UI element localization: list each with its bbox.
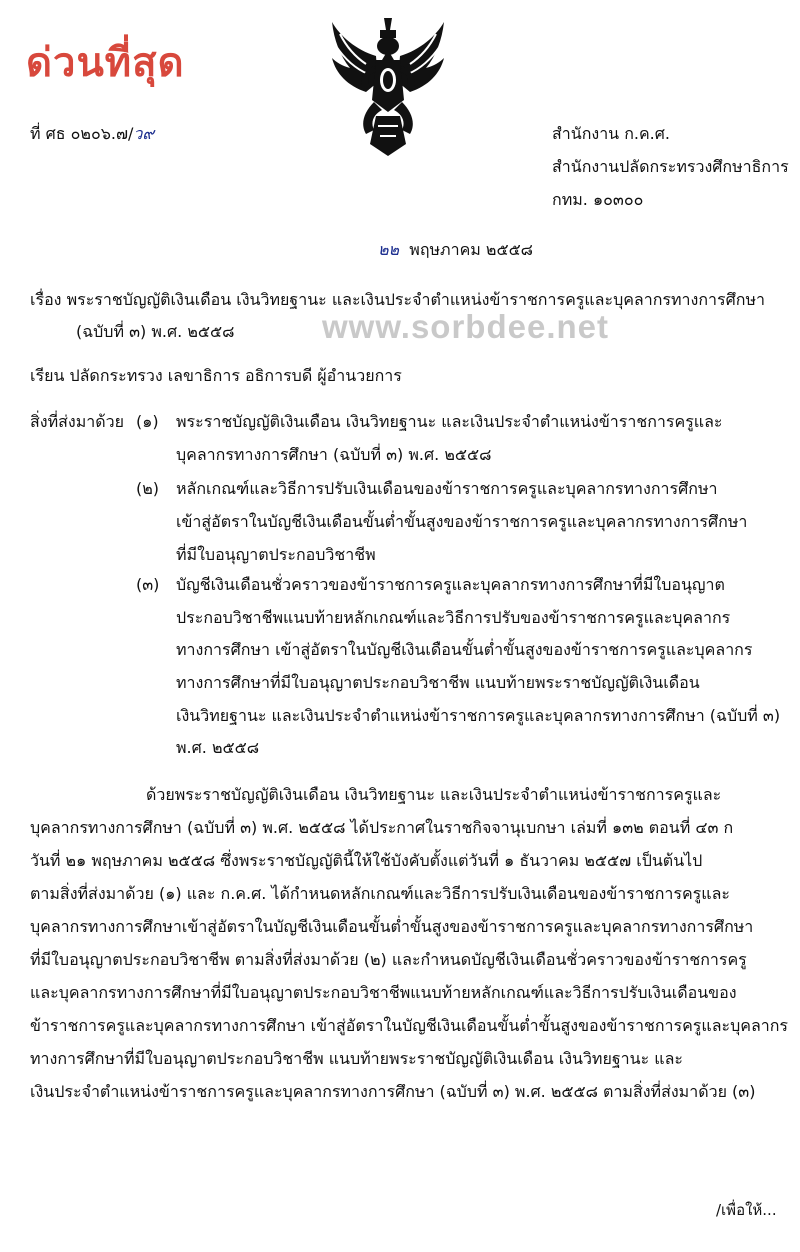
enclosure-1-line-2: บุคลากรทางการศึกษา (ฉบับที่ ๓) พ.ศ. ๒๕๕๘: [176, 445, 492, 464]
subject-line-1: เรื่อง พระราชบัญญัติเงินเดือน เงินวิทยฐานะ และเงินประจำตำแหน่งข้าราชการครูและบุคลากรทางการศึกษา: [30, 290, 765, 309]
subject-line-2: (ฉบับที่ ๓) พ.ศ. ๒๕๕๘: [76, 322, 235, 341]
enclosure-1-number: (๑): [136, 412, 159, 431]
garuda-emblem-icon: [326, 16, 450, 158]
enclosure-3-line-6: พ.ศ. ๒๕๕๘: [176, 738, 260, 757]
recipient: เรียน ปลัดกระทรวง เลขาธิการ อธิการบดี ผู้อำนวยการ: [30, 366, 402, 385]
enclosure-3-line-3: ทางการศึกษา เข้าสู่อัตราในบัญชีเงินเดือนขั้นต่ำขั้นสูงของข้าราชการครูและบุคลากร: [176, 640, 753, 659]
enclosure-3-number: (๓): [136, 575, 160, 594]
date-day-handwritten: ๒๒: [378, 240, 400, 259]
watermark: www.sorbdee.net: [322, 308, 609, 345]
body-line-8: ข้าราชการครูและบุคลากรทางการศึกษา เข้าสู่อัตราในบัญชีเงินเดือนขั้นต่ำขั้นสูงของข้าราชการครูและบุคลากร: [30, 1016, 789, 1035]
enclosure-3-line-2: ประกอบวิชาชีพแนบท้ายหลักเกณฑ์และวิธีการปรับของข้าราชการครูและบุคลากร: [176, 608, 731, 627]
enclosure-3-line-4: ทางการศึกษาที่มีใบอนุญาตประกอบวิชาชีพ แนบท้ายพระราชบัญญัติเงินเดือน: [176, 673, 700, 692]
enclosure-2-number: (๒): [136, 479, 160, 498]
enclosure-3-line-1: บัญชีเงินเดือนชั่วคราวของข้าราชการครูและบุคลากรทางการศึกษาที่มีใบอนุญาต: [176, 575, 725, 594]
enclosure-2-line-3: ที่มีใบอนุญาตประกอบวิชาชีพ: [176, 545, 376, 564]
document-number: [30, 122, 154, 147]
enclosure-2-line-1: หลักเกณฑ์และวิธีการปรับเงินเดือนของข้าราชการครูและบุคลากรทางการศึกษา: [176, 479, 718, 498]
continuation-mark: /เพื่อให้...: [716, 1201, 777, 1219]
body-line-1: ด้วยพระราชบัญญัติเงินเดือน เงินวิทยฐานะ และเงินประจำตำแหน่งข้าราชการครูและ: [146, 785, 722, 804]
body-line-5: บุคลากรทางการศึกษาเข้าสู่อัตราในบัญชีเงินเดือนขั้นต่ำขั้นสูงของข้าราชการครูและบุคลากรทางการศึกษา: [30, 917, 754, 936]
body-line-4: ตามสิ่งที่ส่งมาด้วย (๑) และ ก.ค.ศ. ได้กำหนดหลักเกณฑ์และวิธีการปรับเงินเดือนของข้าราชการครูและ: [30, 884, 730, 903]
enclosure-2-line-2: เข้าสู่อัตราในบัญชีเงินเดือนขั้นต่ำขั้นสูงของข้าราชการครูและบุคลากรทางการศึกษา: [176, 512, 748, 531]
enclosure-3-line-5: เงินวิทยฐานะ และเงินประจำตำแหน่งข้าราชการครูและบุคลากรทางการศึกษา (ฉบับที่ ๓): [176, 706, 781, 725]
body-line-9: ทางการศึกษาที่มีใบอนุญาตประกอบวิชาชีพ แนบท้ายพระราชบัญญัติเงินเดือน เงินวิทยฐานะ และ: [30, 1049, 683, 1068]
date-month-year: พฤษภาคม ๒๕๕๘: [409, 240, 534, 259]
enclosure-1-line-1: พระราชบัญญัติเงินเดือน เงินวิทยฐานะ และเงินประจำตำแหน่งข้าราชการครูและ: [176, 412, 723, 431]
document-number-handwritten: ว๙: [133, 124, 155, 143]
body-line-6: ที่มีใบอนุญาตประกอบวิชาชีพ ตามสิ่งที่ส่งมาด้วย (๒) และกำหนดบัญชีเงินเดือนชั่วคราวของข้าราชการครู: [30, 950, 747, 969]
document-date: [378, 238, 533, 263]
body-line-7: และบุคลากรทางการศึกษาที่มีใบอนุญาตประกอบวิชาชีพแนบท้ายหลักเกณฑ์และวิธีการปรับเงินเดือนของ: [30, 983, 737, 1002]
office-line-1: สำนักงาน ก.ค.ศ.: [552, 124, 670, 143]
office-line-3: กทม. ๑๐๓๐๐: [552, 190, 644, 209]
document-number-prefix: ที่ ศธ ๐๒๐๖.๗/: [30, 124, 134, 143]
body-line-3: วันที่ ๒๑ พฤษภาคม ๒๕๕๘ ซึ่งพระราชบัญญัตินี้ให้ใช้บังคับตั้งแต่วันที่ ๑ ธันวาคม ๒๕๕๗ เป็นต้นไป: [30, 851, 703, 870]
office-line-2: สำนักงานปลัดกระทรวงศึกษาธิการ: [552, 157, 789, 176]
body-line-2: บุคลากรทางการศึกษา (ฉบับที่ ๓) พ.ศ. ๒๕๕๘ ได้ประกาศในราชกิจจานุเบกษา เล่มที่ ๑๓๒ ตอนที่ ๔๓ ก: [30, 818, 734, 837]
enclosures-label: สิ่งที่ส่งมาด้วย: [30, 412, 124, 431]
urgent-stamp: ด่วนที่สุด: [26, 40, 185, 86]
body-line-10: เงินประจำตำแหน่งข้าราชการครูและบุคลากรทางการศึกษา (ฉบับที่ ๓) พ.ศ. ๒๕๕๘ ตามสิ่งที่ส่งมาด้วย (๓): [30, 1082, 756, 1101]
